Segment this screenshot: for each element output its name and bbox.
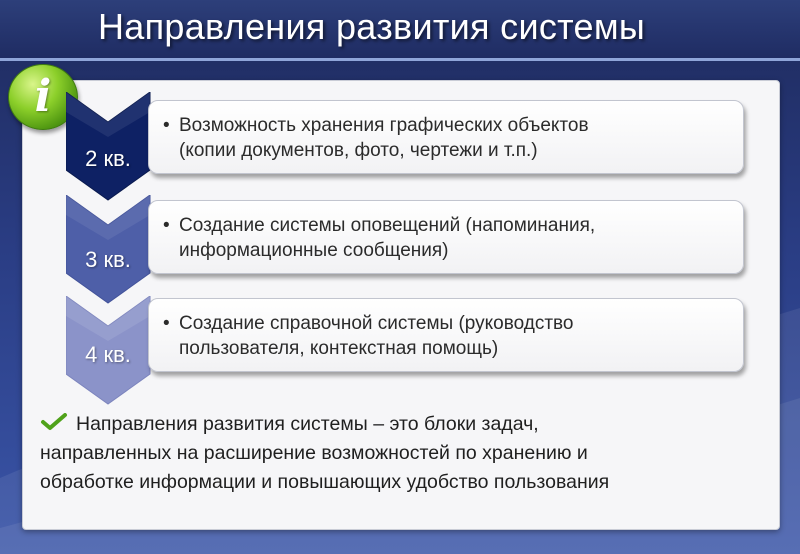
summary-line1: Направления развития системы – это блоки задач, (76, 413, 539, 435)
info-glyph: i (34, 71, 52, 122)
step-text-line1: Создание справочной системы (руководство (179, 313, 574, 334)
step-text-line2: (копии документов, фото, чертежи и т.п.) (179, 140, 538, 161)
step-label: 3 кв. (85, 247, 131, 272)
bullet-icon: • (163, 115, 170, 136)
step-label: 2 кв. (85, 146, 131, 171)
step-text-line2: информационные сообщения) (179, 240, 449, 261)
summary-line2: направленных на расширение возможностей по хранению и (40, 442, 588, 464)
step-card-q2 (148, 100, 744, 174)
step-card-q3 (148, 200, 744, 274)
step-chevron-q3 (66, 195, 156, 305)
step-chevron-q2 (66, 92, 156, 202)
title-bar (0, 0, 800, 61)
step-card-q4 (148, 298, 744, 372)
summary-text (40, 410, 770, 497)
step-chevron-q4 (66, 296, 156, 406)
page-title: Направления развития системы (98, 6, 646, 47)
bullet-icon: • (163, 313, 170, 334)
summary-line3: обработке информации и повышающих удобство пользования (40, 471, 610, 493)
step-label: 4 кв. (85, 342, 131, 367)
bullet-icon: • (163, 215, 170, 236)
checkmark-icon (40, 413, 68, 431)
step-text-line2: пользователя, контекстная помощь) (179, 338, 499, 359)
step-text-line1: Создание системы оповещений (напоминания, (179, 215, 596, 236)
step-text-line1: Возможность хранения графических объектов (179, 115, 589, 136)
